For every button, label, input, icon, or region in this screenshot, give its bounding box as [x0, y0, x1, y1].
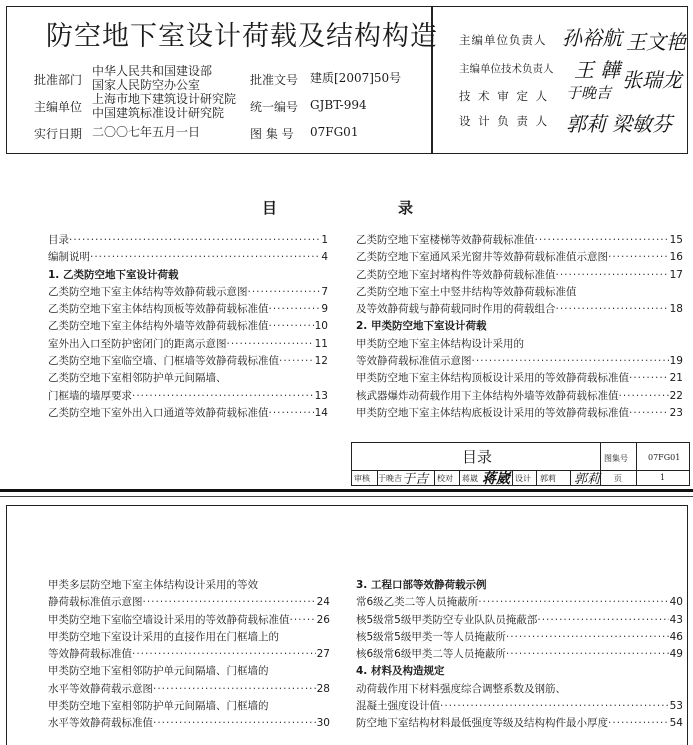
toc-leader-dots [537, 612, 668, 629]
toc-entry-title: 乙类防空地下室主体结构顶板等效静荷载标准值 [48, 303, 269, 316]
toc-entry-title: 甲类防空地下室临空墙设计采用的等效静荷载标准值 [48, 613, 290, 626]
toc-entry-page: 18 [669, 303, 683, 316]
toc2-left-column [48, 577, 330, 733]
toc-leader-dots [132, 646, 316, 663]
toc-entry [48, 612, 330, 629]
toc-leader-dots [227, 336, 314, 353]
toc-entry-title: 乙类防空地下室主体结构等效静荷载示意图 [48, 285, 248, 298]
toc-leader-dots [143, 594, 316, 611]
toc-entry-title: 甲类防空地下室相邻防护单元间隔墙、门框墙的 [48, 700, 269, 713]
title-block-designer: 郭莉 [540, 474, 556, 483]
toc-leader-dots [619, 388, 669, 405]
signature-tech-2: 张瑞龙 [622, 68, 682, 92]
title-block-design-label: 设计 [515, 474, 531, 483]
toc-entry-page: 21 [669, 372, 683, 385]
toc-leader-dots [153, 681, 316, 698]
toc-entry [356, 405, 683, 422]
toc-entry-page: 30 [316, 717, 330, 730]
toc-entry-title: 混凝土强度设计值 [356, 700, 440, 713]
toc-leader-dots [608, 715, 669, 732]
toc-entry-page: 1 [321, 234, 328, 246]
impl-date-value: 二〇〇七年五月一日 [92, 125, 201, 139]
toc-entry-title: 乙类防空地下室临空墙、门框墙等效静荷载标准值 [48, 355, 279, 368]
toc-entry-title: 等效静荷载标准值示意图 [356, 355, 472, 368]
toc-entry-page: 26 [316, 613, 330, 626]
toc-entry-page: 40 [669, 596, 683, 609]
toc-entry [48, 594, 330, 611]
toc-entry [48, 715, 330, 732]
toc-entry [356, 629, 683, 646]
toc-leader-dots [269, 301, 321, 318]
toc-entry-page: 23 [669, 406, 683, 419]
title-block-page-value: 1 [660, 473, 666, 482]
toc-leader-dots [472, 353, 669, 370]
toc-entry-title: 乙类防空地下室封堵构件等效静荷载标准值 [356, 268, 556, 281]
approval-dept-line1: 中华人民共和国建设部 [92, 64, 213, 78]
toc-leader-dots [556, 267, 669, 284]
toc-entry [356, 249, 683, 266]
toc-leader-dots [629, 405, 669, 422]
toc-entry-page: 7 [321, 285, 328, 298]
toc-title-right: 录 [398, 199, 414, 217]
page-separator-thin [0, 496, 693, 497]
toc-entry-title: 乙类防空地下室主体结构外墙等效静荷载标准值 [48, 320, 269, 333]
toc-entry-page: 46 [669, 630, 683, 643]
signature-review: 于晚吉 [566, 84, 612, 102]
toc-entry-title: 乙类防空地下室楼梯等效静荷载标准值 [356, 234, 535, 246]
toc-entry [356, 370, 683, 387]
document-title: 防空地下室设计荷载及结构构造 [46, 21, 438, 52]
impl-date-label: 实行日期 [34, 127, 83, 141]
chief-unit-label: 主编单位 [34, 100, 83, 114]
toc-leader-dots [279, 353, 314, 370]
approval-dept-label: 批准部门 [34, 73, 83, 87]
toc-entry [356, 284, 683, 301]
toc-entry-title: 甲类防空地下室主体结构底板设计采用的等效静荷载标准值 [356, 406, 629, 419]
toc-leader-dots [440, 698, 669, 715]
toc-left-column [48, 232, 328, 422]
toc-section-heading: 1. 乙类防空地下室设计荷载 [48, 268, 179, 281]
toc-leader-dots [629, 370, 669, 387]
toc-entry [48, 267, 328, 284]
toc-leader-dots [90, 249, 320, 266]
toc-entry-page: 53 [669, 700, 683, 713]
title-block-proofer-sig: 蒋崴 [482, 471, 510, 487]
toc-entry-page: 12 [314, 355, 328, 368]
toc-entry-page: 10 [314, 320, 328, 333]
toc-entry-page: 28 [316, 682, 330, 695]
toc-entry [356, 232, 683, 249]
toc-entry-title: 目录 [48, 234, 69, 246]
toc-leader-dots [290, 612, 316, 629]
toc-entry [356, 267, 683, 284]
toc-entry [48, 388, 328, 405]
toc-entry [48, 284, 328, 301]
toc-leader-dots [506, 646, 669, 663]
signature-chief-2: 王文艳 [626, 30, 686, 54]
title-block-designer-sig: 郭莉 [574, 472, 601, 487]
approval-dept-line2: 国家人民防空办公室 [92, 78, 201, 92]
toc-entry-title: 核5级常5级甲类防空专业队队员掩蔽部 [356, 613, 538, 626]
atlas-no-label: 图 集 号 [250, 127, 294, 141]
toc-entry-title: 甲类防空地下室相邻防护单元间隔墙、门框墙的 [48, 665, 269, 678]
toc-entry-page: 19 [669, 355, 683, 368]
toc-entry [356, 336, 683, 353]
toc-entry-page: 24 [316, 596, 330, 609]
atlas-no-value: 07FG01 [310, 125, 359, 139]
toc-entry-page: 16 [669, 251, 683, 264]
toc-entry [356, 698, 683, 715]
title-block-title: 目录 [462, 448, 493, 466]
toc-leader-dots [478, 594, 668, 611]
title-block-reviewer-sig: 于吉 [402, 472, 429, 487]
title-block-atlas-label: 图集号 [604, 454, 628, 463]
toc-entry-title: 及等效静荷载与静荷载同时作用的荷载组合 [356, 303, 556, 316]
toc-entry [48, 232, 328, 249]
toc-entry [48, 353, 328, 370]
title-block-page-label: 页 [614, 474, 622, 483]
toc-section-heading: 4. 材料及构造规定 [356, 665, 445, 678]
page-separator-thick [0, 489, 693, 492]
toc-leader-dots [535, 232, 669, 249]
toc-right-column [356, 232, 683, 422]
toc-entry [48, 698, 330, 715]
toc-entry-title: 乙类防空地下室土中竖井结构等效静荷载标准值 [356, 285, 577, 298]
toc-entry [48, 681, 330, 698]
toc-leader-dots [269, 405, 314, 422]
toc-entry [356, 612, 683, 629]
toc-entry-title: 水平等效静荷载标准值 [48, 717, 153, 730]
signature-design-2: 梁敏芬 [612, 112, 672, 136]
resp-label-tech: 主编单位技术负责人 [459, 63, 554, 75]
title-block-atlas-value: 07FG01 [648, 453, 681, 462]
toc-entry-title: 乙类防空地下室相邻防护单元间隔墙、 [48, 372, 227, 385]
toc-entry-page: 15 [669, 234, 683, 246]
title-block-proof-label: 校对 [437, 474, 453, 483]
toc-entry-title: 水平等效静荷载示意图 [48, 682, 153, 695]
toc-leader-dots [132, 388, 314, 405]
toc-entry-title: 核武器爆炸动荷载作用下主体结构外墙等效静荷载标准值 [356, 389, 619, 402]
title-block-reviewer: 于晚吉 [378, 474, 402, 483]
chief-unit-line1: 上海市地下建筑设计研究院 [92, 92, 237, 106]
approval-doc-label: 批准文号 [250, 73, 299, 87]
toc-entry-page: 22 [669, 389, 683, 402]
toc-entry-title: 防空地下室结构材料最低强度等级及结构构件最小厚度 [356, 717, 608, 730]
toc-entry-page: 43 [669, 613, 683, 626]
toc-entry-page: 13 [314, 389, 328, 402]
resp-label-review: 技 术 审 定 人 [459, 89, 550, 103]
toc-entry-title: 甲类防空地下室设计采用的直接作用在门框墙上的 [48, 630, 279, 643]
unified-no-label: 统一编号 [250, 100, 299, 114]
toc-section-heading: 3. 工程口部等效静荷载示例 [356, 579, 487, 591]
toc2-right-column [356, 577, 683, 733]
toc-entry [48, 301, 328, 318]
toc-entry-page: 9 [321, 303, 328, 316]
toc-entry-title: 乙类防空地下室通风采光窗井等效静荷载标准值示意图 [356, 251, 608, 264]
title-block-review-label: 审核 [354, 474, 370, 483]
toc-leader-dots [556, 301, 669, 318]
toc-entry-page: 27 [316, 648, 330, 661]
toc-title-left: 目 [262, 199, 278, 217]
toc-entry-title: 甲类防空地下室主体结构设计采用的 [356, 337, 524, 350]
toc-entry-title: 核6级常6级甲类二等人员掩蔽所 [356, 648, 506, 661]
toc-entry [356, 353, 683, 370]
toc-entry-title: 甲类多层防空地下室主体结构设计采用的等效 [48, 579, 258, 591]
toc-entry-page: 49 [669, 648, 683, 661]
signature-chief-1: 孙裕航 [562, 26, 622, 50]
approval-doc-value: 建质[2007]50号 [310, 71, 402, 85]
toc-section-heading: 2. 甲类防空地下室设计荷载 [356, 320, 487, 333]
toc-entry [356, 594, 683, 611]
toc-entry [48, 370, 328, 387]
toc-leader-dots [608, 249, 669, 266]
toc-entry [356, 715, 683, 732]
toc-entry [356, 663, 683, 680]
toc-entry-page: 54 [669, 717, 683, 730]
toc-leader-dots [69, 232, 320, 249]
toc-entry [356, 388, 683, 405]
toc-entry [356, 646, 683, 663]
toc-entry [48, 336, 328, 353]
toc-entry [356, 301, 683, 318]
chief-unit-line2: 中国建筑标准设计研究院 [92, 106, 225, 120]
toc-leader-dots [269, 318, 314, 335]
toc-entry-title: 室外出入口至防护密闭门的距离示意图 [48, 337, 227, 350]
toc-entry [48, 318, 328, 335]
toc-entry-page: 14 [314, 406, 328, 419]
title-block [351, 442, 690, 486]
toc-leader-dots [506, 629, 669, 646]
toc-entry-title: 乙类防空地下室外出入口通道等效静荷载标准值 [48, 406, 269, 419]
toc-entry [356, 681, 683, 698]
toc-entry [48, 663, 330, 680]
signature-design-1: 郭莉 [566, 112, 606, 136]
toc-entry-page: 17 [669, 268, 683, 281]
toc-entry [48, 629, 330, 646]
toc-entry-page: 11 [314, 337, 328, 350]
toc-entry [48, 646, 330, 663]
toc-leader-dots [153, 715, 316, 732]
toc-entry [356, 577, 683, 594]
toc-entry-title: 静荷载标准值示意图 [48, 596, 143, 609]
toc-entry-title: 常6级乙类二等人员掩蔽所 [356, 596, 479, 609]
toc-entry [48, 405, 328, 422]
toc-entry [48, 577, 330, 594]
title-block-proofer: 蒋崴 [462, 474, 478, 483]
toc-entry-title: 编制说明 [48, 251, 90, 264]
toc-entry-title: 甲类防空地下室主体结构顶板设计采用的等效静荷载标准值 [356, 372, 629, 385]
toc-entry [48, 249, 328, 266]
toc-entry [356, 318, 683, 335]
toc-entry-title: 动荷载作用下材料强度综合调整系数及钢筋、 [356, 682, 566, 695]
toc-entry-title: 核5级常5级甲类一等人员掩蔽所 [356, 630, 506, 643]
resp-label-chief: 主编单位负责人 [459, 33, 547, 47]
toc-entry-title: 门框墙的墙厚要求 [48, 389, 132, 402]
unified-no-value: GJBT-994 [310, 98, 367, 112]
toc-entry-title: 等效静荷载标准值 [48, 648, 132, 661]
signature-tech-1: 王 韡 [574, 58, 621, 82]
resp-label-design: 设 计 负 责 人 [459, 114, 550, 128]
toc-entry-page: 4 [321, 251, 328, 264]
toc-leader-dots [248, 284, 321, 301]
